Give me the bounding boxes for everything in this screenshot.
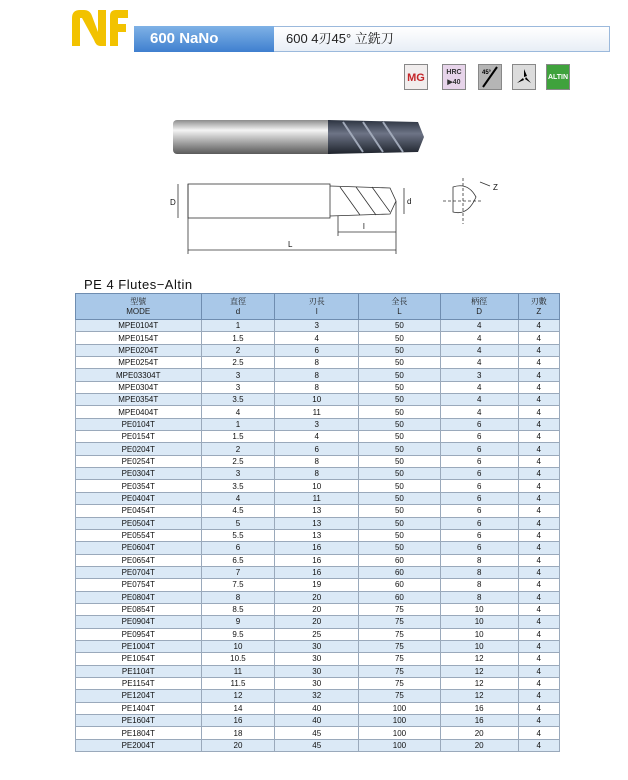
page-header — [70, 8, 610, 48]
table-cell: 4 — [518, 554, 559, 566]
table-cell: 50 — [359, 381, 441, 393]
table-cell: 50 — [359, 480, 441, 492]
helix-angle-icon — [479, 65, 501, 89]
table-cell: 10 — [440, 616, 518, 628]
table-cell: 20 — [440, 739, 518, 751]
table-cell: PE0954T — [76, 628, 202, 640]
table-cell: 11 — [201, 665, 275, 677]
table-cell: 4 — [275, 332, 359, 344]
table-cell: MPE0104T — [76, 320, 202, 332]
table-cell: 1 — [201, 418, 275, 430]
table-cell: 8.5 — [201, 603, 275, 615]
table-row — [76, 517, 560, 529]
table-cell: 1.5 — [201, 431, 275, 443]
table-row — [76, 455, 560, 467]
table-cell: 6 — [440, 542, 518, 554]
table-cell: 50 — [359, 344, 441, 356]
table-cell: 30 — [275, 653, 359, 665]
table-cell: 4 — [518, 616, 559, 628]
table-cell: 75 — [359, 640, 441, 652]
table-cell: PE0404T — [76, 492, 202, 504]
table-cell: PE0554T — [76, 529, 202, 541]
table-row — [76, 492, 560, 504]
table-cell: 16 — [440, 702, 518, 714]
table-row — [76, 715, 560, 727]
hrc-badge: HRC ▶40 — [442, 64, 466, 90]
table-cell: 50 — [359, 492, 441, 504]
table-cell: PE1804T — [76, 727, 202, 739]
table-cell: 4 — [275, 431, 359, 443]
table-cell: PE0504T — [76, 517, 202, 529]
table-cell: 4 — [440, 381, 518, 393]
column-header-en: Z — [536, 306, 542, 316]
end-mill-drawing — [168, 112, 508, 262]
table-cell: 10 — [440, 603, 518, 615]
column-header — [275, 294, 359, 320]
table-cell: 3 — [201, 381, 275, 393]
table-cell: 12 — [201, 690, 275, 702]
table-cell: 40 — [275, 702, 359, 714]
column-header — [359, 294, 441, 320]
table-cell: 12 — [440, 665, 518, 677]
table-cell: 12 — [440, 690, 518, 702]
table-cell: 2 — [201, 344, 275, 356]
table-cell: 20 — [275, 603, 359, 615]
table-cell: MPE0204T — [76, 344, 202, 356]
table-cell: 75 — [359, 690, 441, 702]
table-cell: 4 — [201, 406, 275, 418]
column-header-cn: 型號 — [130, 296, 147, 306]
table-cell: 20 — [275, 591, 359, 603]
table-cell: 12 — [440, 677, 518, 689]
table-row — [76, 653, 560, 665]
table-cell: PE1604T — [76, 715, 202, 727]
table-row — [76, 640, 560, 652]
table-cell: 4 — [440, 332, 518, 344]
table-row — [76, 431, 560, 443]
table-row — [76, 344, 560, 356]
table-cell: 8 — [440, 591, 518, 603]
table-row — [76, 739, 560, 751]
table-cell: 4 — [201, 492, 275, 504]
table-cell: 50 — [359, 443, 441, 455]
table-row — [76, 690, 560, 702]
series-title: 600 NaNo — [134, 26, 274, 52]
table-cell: 5 — [201, 517, 275, 529]
table-cell: PE0854T — [76, 603, 202, 615]
table-cell: 50 — [359, 357, 441, 369]
table-row — [76, 677, 560, 689]
table-cell: PE0254T — [76, 455, 202, 467]
table-cell: 50 — [359, 431, 441, 443]
table-cell: 3 — [275, 320, 359, 332]
column-header — [201, 294, 275, 320]
table-cell: 10 — [440, 640, 518, 652]
label-L: L — [288, 240, 293, 249]
table-cell: 4 — [518, 690, 559, 702]
table-row — [76, 554, 560, 566]
table-cell: 75 — [359, 616, 441, 628]
table-cell: 4 — [518, 344, 559, 356]
table-cell: 6 — [440, 529, 518, 541]
table-cell: 11.5 — [201, 677, 275, 689]
column-header-cn: 直徑 — [229, 296, 246, 306]
table-cell: 4 — [518, 381, 559, 393]
table-cell: 8 — [275, 381, 359, 393]
table-row — [76, 727, 560, 739]
table-cell: 11 — [275, 492, 359, 504]
table-row — [76, 480, 560, 492]
table-cell: 8 — [275, 455, 359, 467]
table-row — [76, 443, 560, 455]
table-cell: 19 — [275, 579, 359, 591]
table-cell: 1 — [201, 320, 275, 332]
table-cell: 4.5 — [201, 505, 275, 517]
table-row — [76, 406, 560, 418]
table-cell: 50 — [359, 394, 441, 406]
table-cell: 9.5 — [201, 628, 275, 640]
table-cell: 4 — [518, 603, 559, 615]
table-cell: 50 — [359, 406, 441, 418]
table-cell: 4 — [518, 579, 559, 591]
table-cell: 50 — [359, 529, 441, 541]
table-cell: 6 — [440, 468, 518, 480]
table-cell: 6 — [440, 492, 518, 504]
table-cell: 8 — [201, 591, 275, 603]
table-cell: 4 — [518, 431, 559, 443]
table-cell: 25 — [275, 628, 359, 640]
table-row — [76, 505, 560, 517]
table-cell: 8 — [275, 369, 359, 381]
table-cell: 4 — [518, 542, 559, 554]
table-cell: 14 — [201, 702, 275, 714]
table-cell: 6 — [440, 443, 518, 455]
table-cell: 20 — [275, 616, 359, 628]
table-cell: 4 — [518, 628, 559, 640]
table-cell: 60 — [359, 591, 441, 603]
table-cell: 50 — [359, 369, 441, 381]
table-cell: 75 — [359, 628, 441, 640]
table-cell: 12 — [440, 653, 518, 665]
column-header-cn: 刃數 — [530, 296, 547, 306]
nf-logo-icon — [70, 8, 128, 48]
table-cell: 100 — [359, 727, 441, 739]
table-cell: MPE0304T — [76, 381, 202, 393]
table-cell: PE0904T — [76, 616, 202, 628]
table-cell: 75 — [359, 603, 441, 615]
table-cell: PE0454T — [76, 505, 202, 517]
table-cell: PE0754T — [76, 579, 202, 591]
table-cell: 2.5 — [201, 357, 275, 369]
table-cell: 4 — [518, 640, 559, 652]
column-header-en: d — [235, 306, 241, 316]
table-cell: 50 — [359, 332, 441, 344]
table-cell: 4 — [518, 320, 559, 332]
column-header-en: MODE — [126, 306, 151, 316]
table-cell: PE0154T — [76, 431, 202, 443]
table-cell: 2.5 — [201, 455, 275, 467]
table-cell: MPE0354T — [76, 394, 202, 406]
table-cell: 4 — [518, 468, 559, 480]
table-cell: 4 — [440, 344, 518, 356]
table-cell: 16 — [275, 542, 359, 554]
table-row — [76, 320, 560, 332]
table-cell: 4 — [440, 394, 518, 406]
helix-45-badge — [478, 64, 502, 90]
table-cell: 50 — [359, 542, 441, 554]
table-cell: 3.5 — [201, 480, 275, 492]
table-cell: 10 — [275, 394, 359, 406]
table-cell: 60 — [359, 554, 441, 566]
table-cell: 50 — [359, 418, 441, 430]
table-cell: 16 — [440, 715, 518, 727]
table-cell: MPE0254T — [76, 357, 202, 369]
table-cell: 3 — [201, 468, 275, 480]
table-cell: 30 — [275, 640, 359, 652]
table-row — [76, 603, 560, 615]
table-cell: 4 — [518, 517, 559, 529]
table-cell: 4 — [518, 394, 559, 406]
table-cell: 100 — [359, 702, 441, 714]
table-row — [76, 357, 560, 369]
table-cell: 6 — [440, 480, 518, 492]
table-cell: 4 — [518, 480, 559, 492]
table-cell: 4 — [518, 566, 559, 578]
flute-photo — [328, 120, 424, 154]
table-cell: 4 — [518, 443, 559, 455]
product-subtitle: 600 4刃45° 立銑刀 — [274, 26, 610, 52]
table-cell: 50 — [359, 517, 441, 529]
table-cell: 6 — [440, 418, 518, 430]
table-cell: 16 — [275, 554, 359, 566]
table-cell: 4 — [518, 702, 559, 714]
table-cell: 4 — [518, 406, 559, 418]
four-flute-icon — [513, 65, 535, 89]
label-l: l — [363, 222, 365, 231]
table-cell: 3 — [440, 369, 518, 381]
table-cell: 4 — [440, 406, 518, 418]
table-cell: 100 — [359, 739, 441, 751]
mg-badge: MG — [404, 64, 428, 90]
table-cell: 6 — [275, 443, 359, 455]
table-cell: 75 — [359, 677, 441, 689]
flute-section-badge — [512, 64, 536, 90]
table-row — [76, 394, 560, 406]
table-cell: MPE0404T — [76, 406, 202, 418]
table-cell: 4 — [518, 492, 559, 504]
table-cell: 50 — [359, 468, 441, 480]
table-cell: 32 — [275, 690, 359, 702]
column-header — [518, 294, 559, 320]
table-row — [76, 702, 560, 714]
table-cell: 4 — [440, 357, 518, 369]
table-cell: 20 — [201, 739, 275, 751]
table-row — [76, 628, 560, 640]
column-header-cn: 刃長 — [308, 296, 325, 306]
table-cell: PE0804T — [76, 591, 202, 603]
table-cell: 13 — [275, 529, 359, 541]
table-header-row — [76, 294, 560, 320]
table-cell: PE2004T — [76, 739, 202, 751]
table-cell: MPE03304T — [76, 369, 202, 381]
table-cell: 45 — [275, 739, 359, 751]
table-cell: 3 — [201, 369, 275, 381]
table-row — [76, 566, 560, 578]
table-cell: 8 — [275, 357, 359, 369]
table-cell: 30 — [275, 665, 359, 677]
shank-photo — [173, 120, 333, 154]
table-cell: 30 — [275, 677, 359, 689]
table-row — [76, 468, 560, 480]
table-cell: PE0654T — [76, 554, 202, 566]
table-row — [76, 418, 560, 430]
table-cell: 4 — [518, 739, 559, 751]
table-cell: 6.5 — [201, 554, 275, 566]
table-cell: 4 — [518, 653, 559, 665]
column-header-en: l — [315, 306, 318, 316]
table-cell: 60 — [359, 579, 441, 591]
table-cell: 45 — [275, 727, 359, 739]
table-cell: 4 — [518, 677, 559, 689]
table-cell: PE0304T — [76, 468, 202, 480]
column-header — [76, 294, 202, 320]
table-cell: 75 — [359, 653, 441, 665]
table-cell: 6 — [440, 505, 518, 517]
table-cell: 13 — [275, 517, 359, 529]
table-row — [76, 579, 560, 591]
table-cell: 4 — [518, 418, 559, 430]
table-cell: 7 — [201, 566, 275, 578]
spec-table — [75, 293, 560, 752]
table-row — [76, 665, 560, 677]
table-cell: 40 — [275, 715, 359, 727]
table-cell: PE1054T — [76, 653, 202, 665]
table-cell: PE0704T — [76, 566, 202, 578]
dimension-drawing — [178, 178, 490, 254]
table-cell: 16 — [201, 715, 275, 727]
table-cell: 4 — [518, 665, 559, 677]
table-cell: PE0604T — [76, 542, 202, 554]
label-d: d — [407, 197, 412, 206]
table-cell: PE0354T — [76, 480, 202, 492]
svg-text:45°: 45° — [482, 70, 492, 76]
table-cell: 16 — [275, 566, 359, 578]
table-cell: 5.5 — [201, 529, 275, 541]
table-row — [76, 332, 560, 344]
table-row — [76, 381, 560, 393]
table-cell: 13 — [275, 505, 359, 517]
table-cell: 10 — [440, 628, 518, 640]
label-D: D — [170, 198, 176, 207]
table-cell: 10 — [275, 480, 359, 492]
table-cell: 50 — [359, 505, 441, 517]
table-cell: 4 — [518, 505, 559, 517]
table-cell: 4 — [518, 455, 559, 467]
table-cell: 7.5 — [201, 579, 275, 591]
table-body — [76, 320, 560, 752]
table-cell: 4 — [518, 727, 559, 739]
table-cell: 50 — [359, 455, 441, 467]
table-cell: 4 — [518, 369, 559, 381]
table-cell: 11 — [275, 406, 359, 418]
column-header-cn: 柄徑 — [471, 296, 488, 306]
table-cell: 10.5 — [201, 653, 275, 665]
table-row — [76, 616, 560, 628]
column-header-en: D — [476, 306, 483, 316]
table-cell: 2 — [201, 443, 275, 455]
table-cell: PE0204T — [76, 443, 202, 455]
table-row — [76, 542, 560, 554]
table-cell: 6 — [201, 542, 275, 554]
column-header — [440, 294, 518, 320]
table-row — [76, 529, 560, 541]
table-cell: 4 — [518, 357, 559, 369]
table-cell: PE1204T — [76, 690, 202, 702]
table-cell: 6 — [440, 431, 518, 443]
table-cell: 8 — [440, 566, 518, 578]
table-title: PE 4 Flutes−Altin — [84, 277, 193, 292]
table-cell: 4 — [518, 591, 559, 603]
table-cell: PE1154T — [76, 677, 202, 689]
table-cell: 6 — [275, 344, 359, 356]
altin-badge: ALTIN — [546, 64, 570, 90]
table-row — [76, 591, 560, 603]
table-cell: PE0104T — [76, 418, 202, 430]
table-cell: 75 — [359, 665, 441, 677]
table-cell: MPE0154T — [76, 332, 202, 344]
table-cell: 9 — [201, 616, 275, 628]
table-cell: PE1104T — [76, 665, 202, 677]
table-row — [76, 369, 560, 381]
table-cell: 100 — [359, 715, 441, 727]
table-cell: 3.5 — [201, 394, 275, 406]
table-cell: 4 — [518, 715, 559, 727]
column-header-cn: 全長 — [391, 296, 408, 306]
table-cell: 6 — [440, 455, 518, 467]
table-cell: PE1404T — [76, 702, 202, 714]
table-cell: PE1004T — [76, 640, 202, 652]
column-header-en: L — [397, 306, 402, 316]
table-cell: 18 — [201, 727, 275, 739]
table-cell: 10 — [201, 640, 275, 652]
table-cell: 4 — [518, 332, 559, 344]
table-cell: 50 — [359, 320, 441, 332]
table-cell: 8 — [275, 468, 359, 480]
table-cell: 8 — [440, 554, 518, 566]
label-Z: Z — [493, 183, 498, 192]
table-cell: 6 — [440, 517, 518, 529]
table-cell: 4 — [440, 320, 518, 332]
table-cell: 8 — [440, 579, 518, 591]
table-cell: 3 — [275, 418, 359, 430]
table-cell: 60 — [359, 566, 441, 578]
table-cell: 1.5 — [201, 332, 275, 344]
table-cell: 4 — [518, 529, 559, 541]
table-cell: 20 — [440, 727, 518, 739]
